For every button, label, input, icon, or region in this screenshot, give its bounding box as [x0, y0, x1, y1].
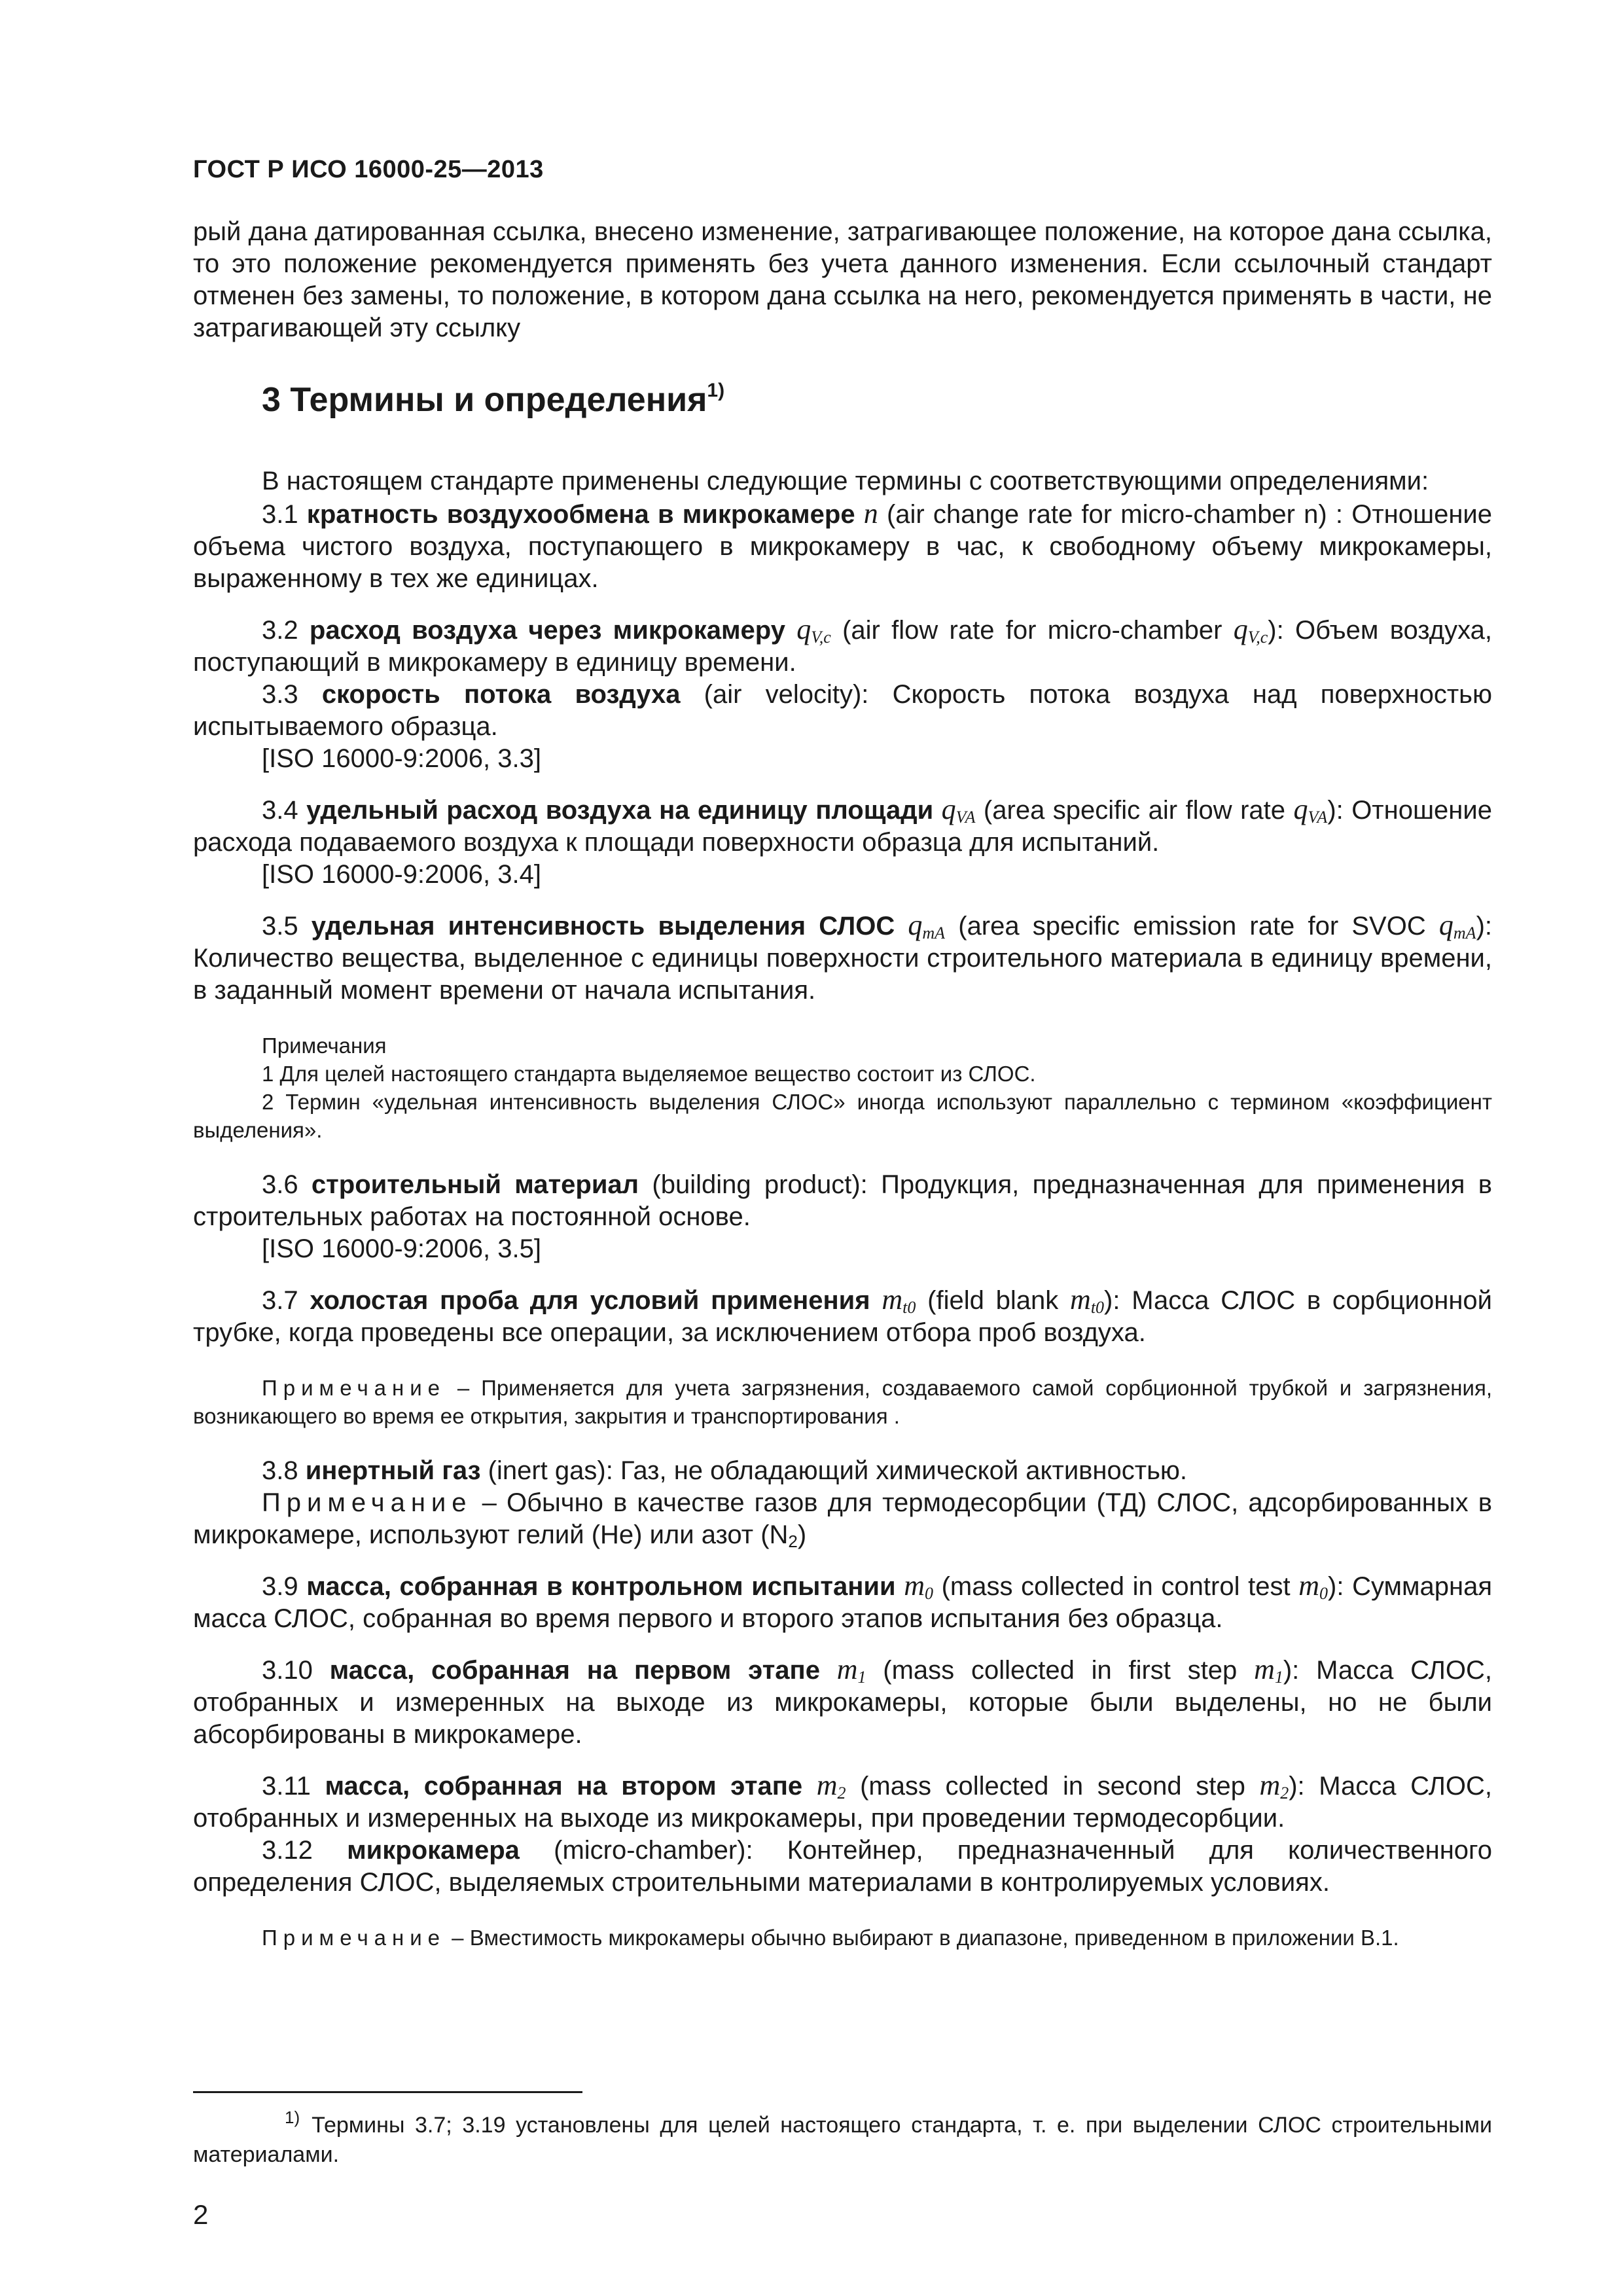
footnote: $^{1)}$ Термины 3.7; 3.19 установлены для целей настоящего стандарта, т. е. при выделении СЛОС строительными материалами.: [193, 2108, 1492, 2167]
note-3-8: Примечание – Обычно в качестве газов для термодесорбции (ТД) СЛОС, адсорбированных в микрокамере, используют гелий (He) или азот (N2): [193, 1488, 1492, 1551]
section-lead: В настоящем стандарте применены следующие термины с соответствующими определениями:: [262, 467, 1429, 495]
term-3-3: 3.3 скорость потока воздуха (air velocity): Скорость потока воздуха над поверхностью испытываемого образца.: [193, 680, 1493, 741]
term-3-10: 3.10 масса, собранная на первом этапе $m_1$ (mass collected in first step $m_1$): Масса СЛОС, отобранных и измеренных на выходе из микрокамеры, которые были выделены, но не были абсорбированы в микрокамере.: [193, 1653, 1493, 1749]
term-3-4: 3.4 удельный расход воздуха на единицу площади $q_{VA}$ (area specific air flow rate $q_{VA}$): Отношение расхода подаваемого воздуха к площади поверхности образца для испытаний.: [193, 793, 1492, 857]
symbol-qva: $q_{VA}$: [941, 793, 976, 827]
note-3-7: Примечание – Применяется для учета загрязнения, создаваемого самой сорбционной трубкой и загрязнения, возникающего во время ее открытия, закрытия и транспортирования .: [193, 1376, 1492, 1428]
term-3-5: 3.5 удельная интенсивность выделения СЛОС $q_{mA}$ (area specific emission rate for SVOC $q_{mA}$): Количество вещества, выделенное с единицы поверхности строительного материала в единицу времени, в заданный момент времени от начала испытания.: [193, 909, 1492, 1005]
footnote-mark: 1): [285, 2108, 300, 2127]
symbol-qma: $q_{mA}$: [908, 909, 946, 942]
term-3-6-reference: [ISO 16000-9:2006, 3.5]: [262, 1234, 541, 1263]
intro-paragraph: рый дана датированная ссылка, внесено изменение, затрагивающее положение, на которое дана ссылка, то это положение рекомендуется применять без учета данного изменения. Если ссылочный стандарт отменен без замены, то положение, в котором дана ссылка на него, рекомендуется применять в части, не затрагивающей эту ссылку: [193, 217, 1492, 342]
note-3-12: Примечание – Вместимость микрокамеры обычно выбирают в диапазоне, приведенном в приложении В.1.: [262, 1926, 1399, 1950]
term-3-6: 3.6 строительный материал (building product): Продукция, предназначенная для применения в строительных работах на постоянной основе.: [193, 1170, 1493, 1231]
symbol-mt0-repeat: $m_{t0}$: [1070, 1283, 1105, 1317]
page-number: 2: [193, 2199, 209, 2230]
page-content: [193, 216, 1492, 1952]
term-3-4-reference: [ISO 16000-9:2006, 3.4]: [262, 860, 541, 889]
document-header: ГОСТ Р ИСО 16000-25—2013: [193, 156, 544, 183]
term-3-12: 3.12 микрокамера (micro-chamber): Контейнер, предназначенный для количественного определения СЛОС, выделяемых строительными материалами в контролируемых условиях.: [193, 1836, 1493, 1897]
footnote-divider: [193, 2091, 582, 2093]
symbol-m2: $m_2$: [816, 1769, 846, 1803]
term-3-11: 3.11 масса, собранная на втором этапе $m_2$ (mass collected in second step $m_2$): Масса СЛОС, отобранных и измеренных на выходе из микрокамеры, при проведении термодесорбции.: [193, 1769, 1492, 1833]
symbol-n: n: [863, 497, 878, 529]
term-3-7: 3.7 холостая проба для условий применения $m_{t0}$ (field blank $m_{t0}$): Масса СЛОС в сорбционной трубке, когда проведены все операции, за исключением отбора проб воздуха.: [193, 1283, 1493, 1347]
symbol-qma-repeat: $q_{mA}$: [1438, 909, 1476, 942]
symbol-m0-repeat: $m_0$: [1298, 1570, 1328, 1603]
term-3-8: 3.8 инертный газ (inert gas): Газ, не обладающий химической активностью.: [262, 1456, 1188, 1485]
term-3-2: 3.2 расход воздуха через микрокамеру $q_{V,c}$ (air flow rate for micro-chamber $q_{V,c}$): Объем воздуха, поступающий в микрокамеру в единицу времени.: [193, 613, 1493, 677]
footnote-ref: 1): [707, 380, 725, 401]
note-2: 2 Термин «удельная интенсивность выделения СЛОС» иногда используют параллельно с термином «коэффициент выделения».: [193, 1090, 1492, 1142]
term-3-9: 3.9 масса, собранная в контрольном испытании $m_0$ (mass collected in control test $m_0$): Суммарная масса СЛОС, собранная во время первого и второго этапов испытания без образца.: [193, 1570, 1492, 1633]
term-3-3-reference: [ISO 16000-9:2006, 3.3]: [262, 744, 541, 773]
symbol-mt0: $m_{t0}$: [882, 1283, 916, 1317]
notes-heading: Примечания: [262, 1033, 387, 1058]
symbol-m2-repeat: $m_2$: [1259, 1769, 1289, 1803]
term-3-1: 3.1 кратность воздухообмена в микрокамере n (air change rate for micro-chamber n) : Отношение объема чистого воздуха, поступающего в микрокамеру в час, к свободному объему микрокамеры, выраженному в тех же единицах.: [193, 497, 1493, 593]
symbol-qva-repeat: $q_{VA}$: [1293, 793, 1328, 827]
symbol-qvc-repeat: $q_{V,c}$: [1233, 613, 1268, 647]
symbol-qvc: $q_{V,c}$: [796, 613, 831, 647]
symbol-m1-repeat: $m_1$: [1254, 1653, 1283, 1687]
note-1: 1 Для целей настоящего стандарта выделяемое вещество состоит из СЛОС.: [262, 1062, 1036, 1086]
section-title: 3 Термины и определения$^{1)}$: [262, 380, 725, 419]
symbol-m1: $m_1$: [836, 1653, 866, 1687]
symbol-m0: $m_0$: [904, 1570, 933, 1603]
